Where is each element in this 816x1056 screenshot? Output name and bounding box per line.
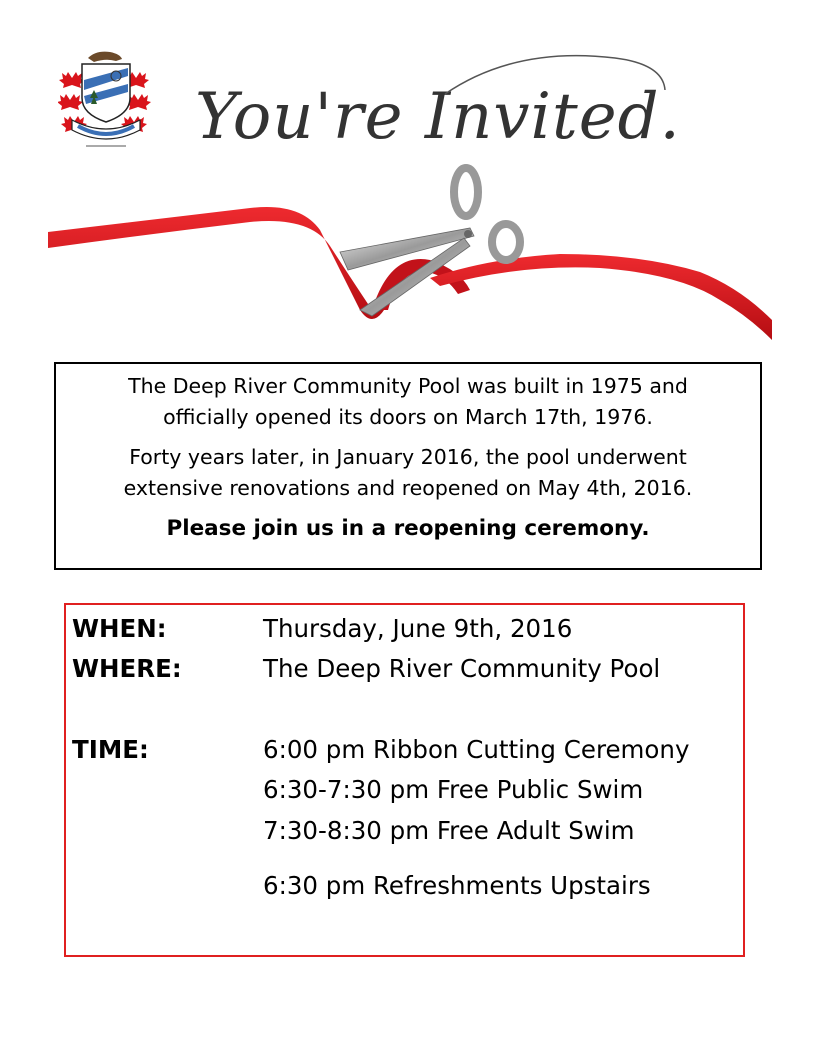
town-crest-icon: [58, 46, 154, 156]
refreshments: 6:30 pm Refreshments Upstairs: [263, 871, 651, 900]
call-to-action: Please join us in a reopening ceremony.: [166, 516, 650, 541]
schedule-item: 7:30-8:30 pm Free Adult Swim: [263, 816, 635, 845]
intro-paragraph-2-line-2: extensive renovations and reopened on May 4th, 2016.: [123, 476, 693, 500]
ribbon-decoration: [0, 160, 816, 350]
intro-paragraph-2-line-1: Forty years later, in January 2016, the pool underwent: [129, 445, 687, 469]
intro-paragraph-1: [56, 364, 760, 433]
intro-paragraph-2: [56, 442, 760, 504]
schedule-item: 6:00 pm Ribbon Cutting Ceremony: [263, 735, 690, 764]
when-label: WHEN:: [72, 614, 167, 643]
event-details-box: [64, 603, 745, 957]
where-value: The Deep River Community Pool: [263, 654, 661, 683]
scissors-cutting-ribbon-icon: [0, 160, 816, 350]
intro-paragraph-1-line-1: The Deep River Community Pool was built in 1975 and: [128, 374, 688, 398]
schedule-item: 6:30-7:30 pm Free Public Swim: [263, 775, 644, 804]
invitation-title-text: You're Invited...: [195, 80, 675, 154]
time-label: TIME:: [72, 735, 149, 764]
where-label: WHERE:: [72, 654, 182, 683]
intro-paragraph-1-line-2: officially opened its doors on March 17th, 1976.: [163, 405, 653, 429]
when-value: Thursday, June 9th, 2016: [263, 614, 573, 643]
intro-box: [54, 362, 762, 570]
town-crest: [58, 46, 154, 156]
